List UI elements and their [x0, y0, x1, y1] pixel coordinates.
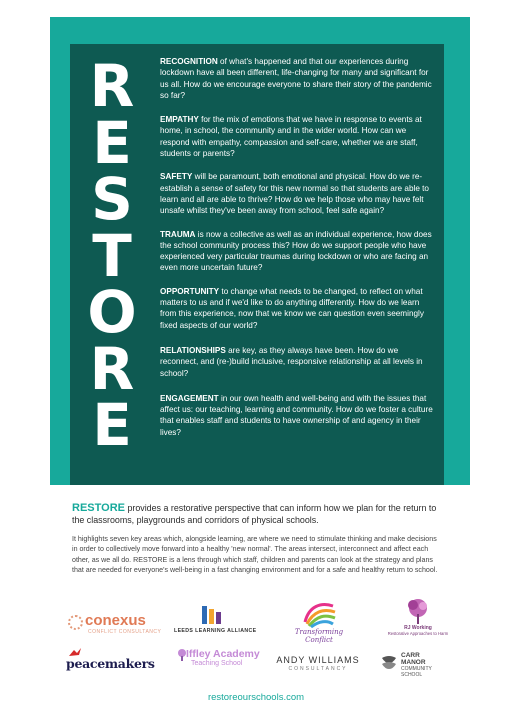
- iffley-academy-logo: Iffley Academy Teaching School: [177, 648, 257, 667]
- rj-working-logo: RJ Working Restorative Approaches to Harm: [378, 597, 458, 636]
- conexus-mark-icon: [68, 615, 83, 630]
- andy-williams-logo: ANDY WILLIAMS CONSULTANCY: [276, 655, 360, 672]
- acronym-letter-r2: R: [89, 334, 135, 403]
- carr-manor-crest-icon: [380, 654, 398, 672]
- acronym-letter-o: O: [87, 278, 137, 346]
- leeds-learning-alliance-logo: LEEDS LEARNING ALLIANCE: [174, 604, 250, 634]
- intro-paragraph: RESTORE provides a restorative perspective that can inform how we plan for the return to the classrooms, playgrounds and corridors of physical schools.: [72, 502, 437, 525]
- restore-acronym: [78, 52, 146, 459]
- item-empathy: EMPATHY for the mix of emotions that we have in response to events at home, in school, the community and in the wider world. How can we respond with empathy, compassion and self-care, whether we are staff, students or parents?: [160, 115, 422, 159]
- item-trauma: TRAUMA is now a collective as well as an individual experience, how does the school community process this? How do we support people who have experienced very particular traumas during lockdown or who are facing an even more uncertain future?: [160, 229, 432, 273]
- item-opportunity: OPPORTUNITY to change what needs to be changed, to reflect on what matters to us and if we'd like to do anything differently. How do we learn from this experience, now that we know we can question even seemingly fixed aspects of our world?: [160, 286, 424, 330]
- dove-icon: [68, 648, 82, 658]
- item-relationships: RELATIONSHIPS are key, as they always have been. How do we reconnect, and (re-)build inclusive, responsive relationship at all levels in school?: [160, 345, 423, 378]
- item-engagement: ENGAGEMENT in our own health and well-being and with the issues that affect us: our teaching, learning and community. How do we foster a culture that enables staff and students to have ownership of and agency in their lives?: [160, 393, 433, 437]
- item-recognition: RECOGNITION of what's happened and that our experiences during lockdown have all been different, life-changing for many and significant for us all. How do we encourage everyone to share their story of the pandemic so far?: [160, 57, 432, 100]
- acronym-letter-r: R: [89, 52, 135, 120]
- transforming-conflict-logo: Transforming Conflict: [284, 600, 354, 644]
- acronym-letter-e: E: [92, 108, 132, 177]
- acronym-letter-s: S: [91, 165, 133, 233]
- peacemakers-logo: peacemakers: [66, 652, 155, 671]
- conexus-logo: conexus CONFLICT CONSULTANCY: [68, 612, 161, 635]
- item-safety: SAFETY will be paramount, both emotional and physical. How do we re-establish a sense of safety for this new normal so that students are able to learn and all are able to thrive? How do we help those who may have felt unsafe whilst they've been away from school, feel safe again?: [160, 172, 429, 216]
- summary-section: [72, 502, 444, 575]
- body-paragraph: It highlights seven key areas which, alongside learning, are where we need to stimulate thinking and make decisions in order to collectively move forward into a healthy 'new normal'. The areas intersect, interconnect and affect each other, as we all do. RESTORE is a lens through which staff, children and parents can look at the strategy and plans that are needed for everyone's well-being in a fast changing environment and for a safe and healthy return to school.: [72, 535, 438, 574]
- acronym-letter-e2: E: [92, 391, 132, 459]
- acronym-letter-t: T: [92, 221, 132, 290]
- carr-manor-logo: CARR MANOR COMMUNITY SCHOOL: [380, 652, 460, 678]
- footer-website[interactable]: restoreourschools.com: [207, 692, 305, 703]
- restore-items: [160, 56, 436, 438]
- swirl-icon: [299, 600, 339, 628]
- iffley-tree-icon: [177, 649, 187, 661]
- leeds-bars-icon: [199, 604, 225, 626]
- brand-name: RESTORE: [72, 502, 125, 514]
- tree-icon: [403, 597, 433, 625]
